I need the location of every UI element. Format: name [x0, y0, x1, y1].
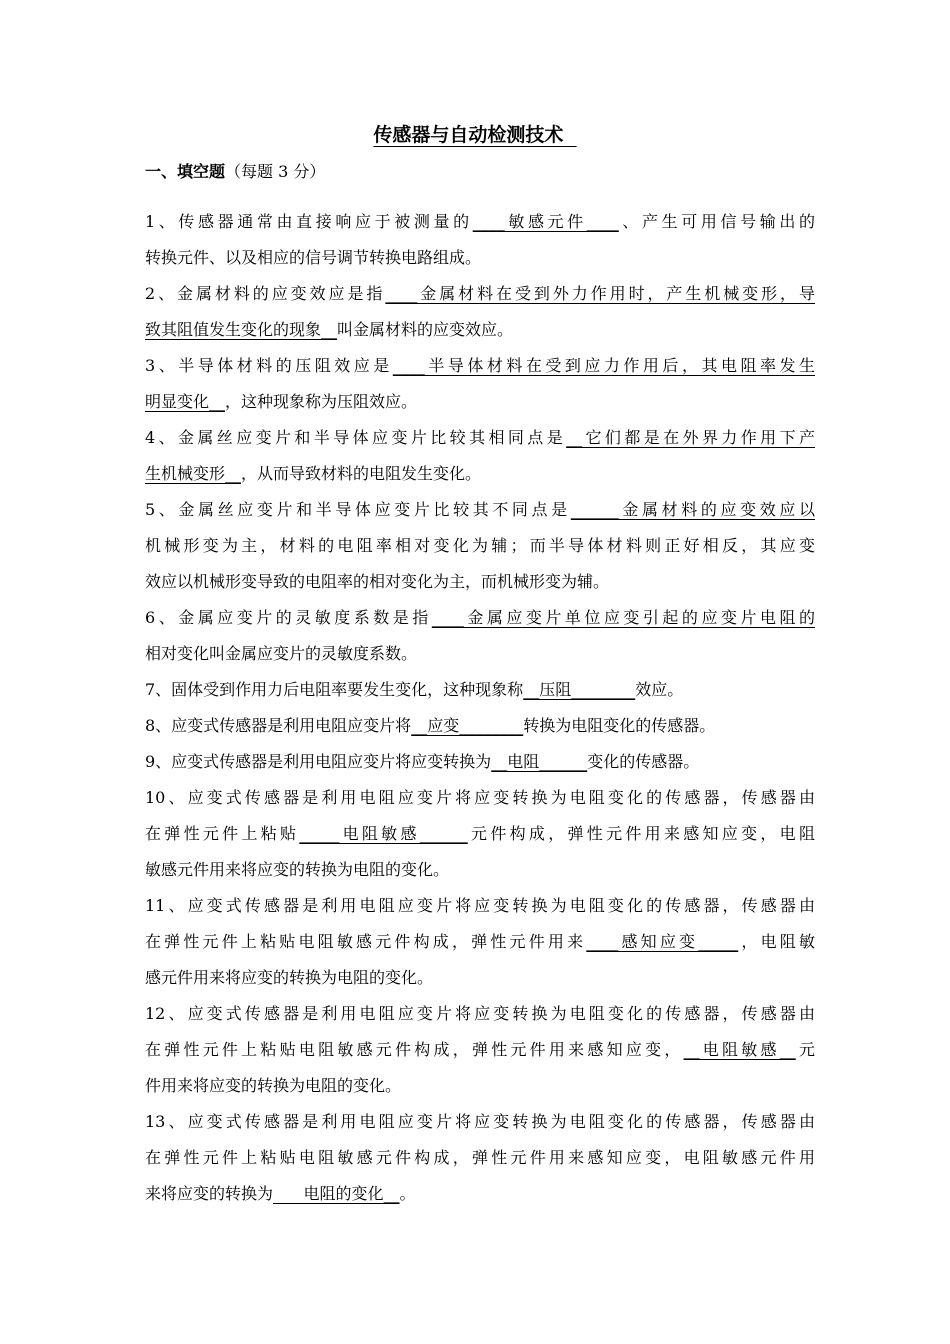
answer-blank: ______金属材料的应变效应以 [570, 500, 815, 519]
question-line: 明显变化__，这种现象称为压阻效应。 [145, 392, 418, 411]
section-heading-label: 一、填空题 [145, 162, 226, 181]
question-line: 4、金属丝应变片和半导体应变片比较其相同点是__它们都是在外界力作用下产 [145, 428, 815, 447]
answer-blank: __压阻________ [523, 680, 636, 699]
title-text: 传感器与自动检测技术 [373, 124, 564, 146]
answer-blank: ____敏感元件____ [472, 212, 619, 231]
question-line: 1、传感器通常由直接响应于被测量的____敏感元件____、产生可用信号输出的 [145, 212, 815, 231]
answer-blank: __电阻敏感__ [683, 1040, 796, 1059]
question-8 [145, 708, 815, 744]
answer-blank: __它们都是在外界力作用下产 [566, 428, 815, 447]
question-line: 在弹性元件上粘贴_____电阻敏感______元件构成，弹性元件用来感知应变，电阻 [145, 824, 815, 843]
question-line: 转换元件、以及相应的信号调节转换电路组成。 [145, 248, 482, 267]
question-line: 致其阻值发生变化的现象__叫金属材料的应变效应。 [145, 320, 514, 339]
question-line: 敏感元件用来将应变的转换为电阻的变化。 [145, 860, 450, 879]
section-score-note: （每题 3 分） [225, 162, 326, 181]
question-line: 6、金属应变片的灵敏度系数是指____金属应变片单位应变引起的应变片电阻的 [145, 608, 815, 627]
question-line: 件用来将应变的转换为电阻的变化。 [145, 1076, 402, 1095]
question-7 [145, 672, 815, 708]
question-line: 13、应变式传感器是利用电阻应变片将应变转换为电阻变化的传感器，传感器由 [145, 1112, 815, 1131]
answer-blank: __应变________ [411, 716, 524, 735]
question-line: 相对变化叫金属应变片的灵敏度系数。 [145, 644, 418, 663]
question-line: 9、应变式传感器是利用电阻应变片将应变转换为__电阻______变化的传感器。 [145, 752, 700, 771]
question-10 [145, 780, 815, 888]
question-line: 来将应变的转换为 电阻的变化__。 [145, 1184, 416, 1203]
answer-blank: 明显变化__ [145, 392, 226, 411]
question-13 [145, 1104, 815, 1212]
question-12 [145, 996, 815, 1104]
question-3 [145, 348, 815, 420]
question-5 [145, 492, 815, 600]
answer-blank: _____电阻敏感______ [299, 824, 468, 843]
question-9 [145, 744, 815, 780]
answer-blank: ____金属应变片单位应变引起的应变片电阻的 [431, 608, 815, 627]
question-line: 10、应变式传感器是利用电阻应变片将应变转换为电阻变化的传感器，传感器由 [145, 788, 815, 807]
question-line: 2、金属材料的应变效应是指____金属材料在受到外力作用时，产生机械变形，导 [145, 284, 815, 303]
question-line: 11、应变式传感器是利用电阻应变片将应变转换为电阻变化的传感器，传感器由 [145, 896, 815, 915]
question-line: 机械形变为主，材料的电阻率相对变化为辅；而半导体材料则正好相反，其应变 [145, 536, 815, 555]
question-line: 7、固体受到作用力后电阻率要发生变化，这种现象称__压阻________效应。 [145, 680, 684, 699]
question-line: 8、应变式传感器是利用电阻应变片将__应变________转换为电阻变化的传感器。 [145, 716, 716, 735]
question-2 [145, 276, 815, 348]
question-line: 5、金属丝应变片和半导体应变片比较其不同点是______金属材料的应变效应以 [145, 500, 815, 519]
question-line: 在弹性元件上粘贴电阻敏感元件构成，弹性元件用来____感知应变_____，电阻敏 [145, 932, 815, 951]
question-line: 效应以机械形变导致的电阻率的相对变化为主，而机械形变为辅。 [145, 572, 610, 591]
answer-blank: ____半导体材料在受到应力作用后，其电阻率发生 [392, 356, 815, 375]
answer-blank: 生机械变形__ [145, 464, 242, 483]
question-11 [145, 888, 815, 996]
answer-blank: __电阻______ [491, 752, 588, 771]
question-line: 在弹性元件上粘贴电阻敏感元件构成，弹性元件用来感知应变，__电阻敏感__元 [145, 1040, 815, 1059]
section-heading [145, 158, 325, 186]
answer-blank: 电阻的变化__ [273, 1184, 400, 1203]
question-4 [145, 420, 815, 492]
question-line: 12、应变式传感器是利用电阻应变片将应变转换为电阻变化的传感器，传感器由 [145, 1004, 815, 1023]
question-list [145, 204, 815, 1212]
question-line: 在弹性元件上粘贴电阻敏感元件构成，弹性元件用来感知应变，电阻敏感元件用 [145, 1148, 815, 1167]
answer-blank: ____感知应变_____ [586, 932, 739, 951]
answer-blank: 致其阻值发生变化的现象__ [145, 320, 338, 339]
question-1 [145, 204, 815, 276]
document-title [0, 120, 950, 150]
question-6 [145, 600, 815, 672]
question-line: 感元件用来将应变的转换为电阻的变化。 [145, 968, 434, 987]
answer-blank: ____金属材料在受到外力作用时，产生机械变形，导 [385, 284, 815, 303]
question-line: 生机械变形__，从而导致材料的电阻发生变化。 [145, 464, 482, 483]
question-line: 3、半导体材料的压阻效应是____半导体材料在受到应力作用后，其电阻率发生 [145, 356, 815, 375]
